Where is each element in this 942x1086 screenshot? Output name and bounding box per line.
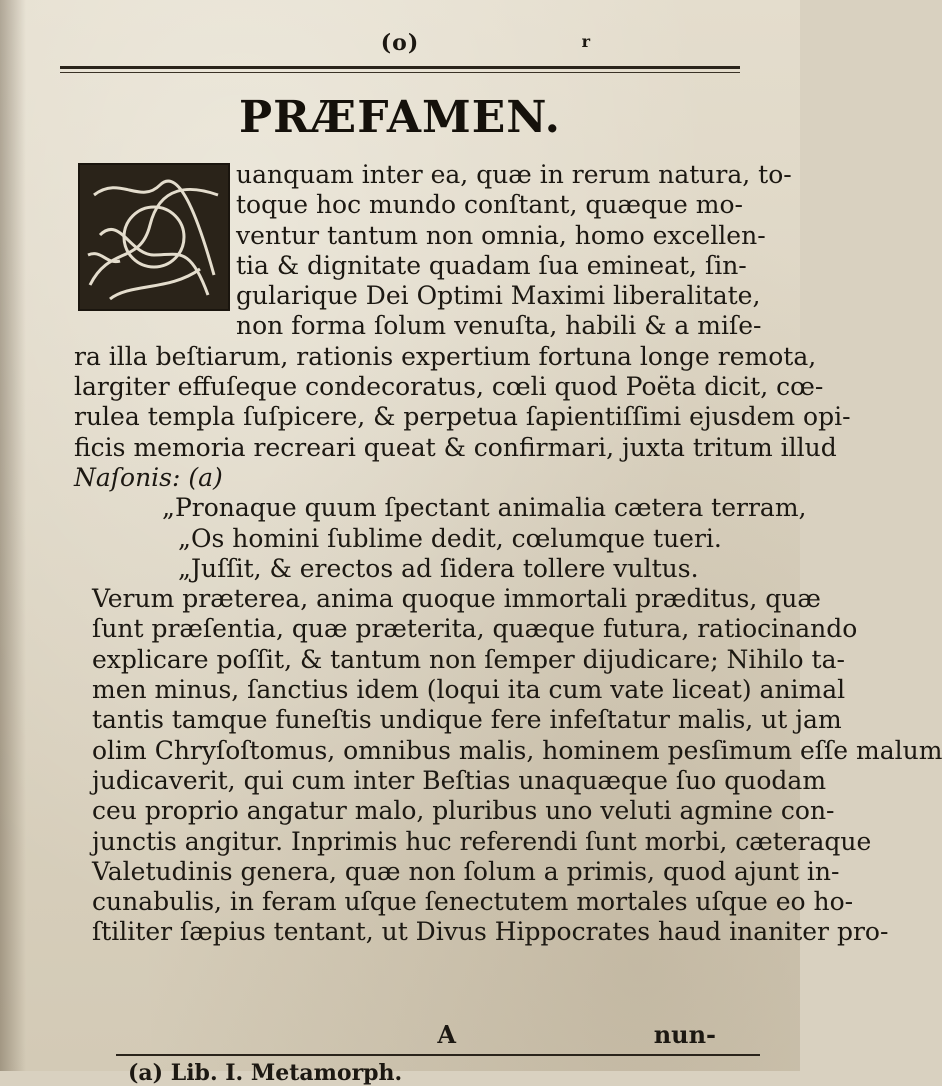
signature-letter: A	[437, 1020, 456, 1049]
text-line: Naſonis: (a)	[74, 462, 223, 492]
text-line: men minus, ſanctius idem (loqui ita cum vate liceat) animal	[92, 675, 846, 705]
footnote-rule	[116, 1054, 760, 1056]
page-number: (o)	[380, 30, 420, 56]
text-line: largiter effuſeque condecoratus, cœli quod Poëta dicit, cœ-	[74, 372, 824, 402]
gutter-shadow	[0, 0, 26, 1071]
footnote: (a) Lib. I. Metamorph.	[128, 1060, 403, 1086]
text-line: Valetudinis genera, quæ non ſolum a primis, quod ajunt in-	[92, 856, 840, 886]
text-line: ceu proprio angatur malo, pluribus uno veluti agmine con-	[92, 796, 835, 826]
text-line: Verum præterea, anima quoque immortali præditus, quæ	[92, 584, 821, 614]
signature-mark: r	[581, 32, 590, 51]
body-text	[74, 160, 942, 948]
text-line: ficis memoria recreari queat & confirmari, juxta tritum illud	[74, 432, 837, 462]
text-line: tia & dignitate quadam ſua emineat, ſin-	[236, 250, 747, 280]
text-line: tantis tamque funeſtis undique fere infeſtatur malis, ut jam	[92, 705, 842, 735]
text-line: junctis angitur. Inprimis huc referendi ſunt morbi, cæteraque	[92, 826, 872, 856]
verse-line: „Os homini ſublime dedit, cœlumque tueri.	[178, 523, 722, 553]
text-line: judicaverit, qui cum inter Beſtias unaquæque ſuo quodam	[92, 765, 827, 795]
text-line: uanquam inter ea, quæ in rerum natura, to-	[236, 160, 792, 189]
text-line: ra illa beſtiarum, rationis expertium fortuna longe remota,	[74, 341, 817, 371]
text-line: toque hoc mundo conſtant, quæque mo-	[236, 190, 744, 220]
text-line: olim Chryſoſtomus, omnibus malis, hominem pesſimum eſſe malum	[92, 735, 942, 765]
verse-line: „Pronaque quum ſpectant animalia cætera terram,	[162, 493, 807, 523]
page-title: PRÆFAMEN.	[239, 92, 561, 143]
text-line: ſtiliter ſæpius tentant, ut Divus Hippocrates haud inaniter pro-	[92, 917, 889, 947]
text-line: gularique Dei Optimi Maximi liberalitate,	[236, 281, 761, 311]
head-rule-thin	[60, 72, 740, 73]
verse-line: „Juſſit, & erectos ad ſidera tollere vultus.	[178, 553, 699, 583]
catchword-text: nun-	[653, 1020, 716, 1049]
text-line: non forma ſolum venuſta, habili & a miſe-	[236, 311, 762, 341]
text-line: ſunt præſentia, quæ præterita, quæque futura, ratiocinando	[92, 614, 858, 644]
text-line: cunabulis, in feram uſque ſenectutem mortales uſque eo ho-	[92, 887, 854, 917]
head-rule	[60, 66, 740, 69]
catchword	[437, 1020, 716, 1049]
text-line: ventur tantum non omnia, homo excellen-	[236, 220, 766, 250]
running-head	[20, 26, 780, 70]
text-line: explicare poſſit, & tantum non ſemper dijudicare; Nihilo ta-	[92, 644, 845, 674]
text-line: rulea templa ſuſpicere, & perpetua ſapientiſſimi ejusdem opi-	[74, 402, 851, 432]
